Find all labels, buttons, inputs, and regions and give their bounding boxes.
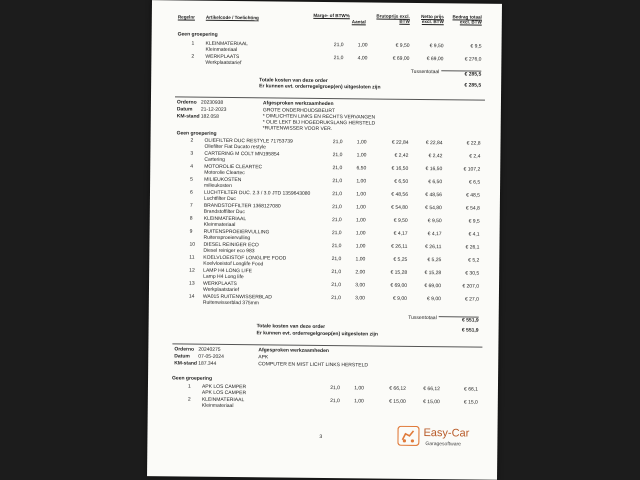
cell-nr: 5 <box>190 176 193 183</box>
cell-gross: € 5,25 <box>393 256 408 263</box>
order-number: 20240275 <box>198 346 221 353</box>
cell-nr: 2 <box>187 396 191 403</box>
cell-code: WERKPLAATS <box>205 53 240 60</box>
cell-nr: 2 <box>191 53 195 60</box>
cell-code: OLIEFILTER DUC RESTYLE 71753739 <box>204 137 293 145</box>
cell-code: MOTOROLIE CLEARTEC <box>204 163 263 171</box>
cell-net: € 5,25 <box>427 257 442 264</box>
cell-amount: € 15,0 <box>463 398 478 406</box>
cell-net: € 22,84 <box>425 140 443 147</box>
cell-nr: 6 <box>189 189 193 196</box>
agreed-work-line: * OLIE LEKT BIJ HOGEDRUKSLANG HERSTELD <box>262 119 376 127</box>
cell-nr: 1 <box>191 40 195 47</box>
cell-gross: € 26,11 <box>391 243 408 250</box>
cell-gross: € 48,56 <box>391 191 409 198</box>
subtotal-value: € 551,9 <box>461 317 479 324</box>
subtotal-label: Tussentotaal <box>410 68 440 76</box>
cell-vat: 21,0 <box>332 152 343 159</box>
cell-amount: € 5,2 <box>468 257 480 264</box>
agreed-work-line: COMPUTER EN MIST LICHT LINKS HERSTELD <box>258 361 369 369</box>
subtotal-value: € 285,5 <box>464 71 482 78</box>
cell-net: € 69,00 <box>424 283 442 290</box>
km-value: 182.058 <box>200 113 219 120</box>
col-header-gross: Brutoprijs excl. BTW <box>376 13 410 25</box>
cell-gross: € 16,50 <box>391 165 409 172</box>
cell-amount: € 66,1 <box>464 386 478 393</box>
col-header-nr: Regelnr <box>177 14 195 20</box>
cell-net: € 2,42 <box>428 153 443 160</box>
cell-code: DIESEL REINIGER ECO <box>203 241 259 249</box>
cell-nr: 1 <box>187 383 191 390</box>
order-date: 21-12-2023 <box>200 106 227 113</box>
cell-vat: 21,0 <box>333 42 344 49</box>
cell-qty: 1,00 <box>354 397 364 404</box>
subtotal-label: Tussentotaal <box>408 314 437 322</box>
cell-code: LAMP H4 LONG LIFE <box>203 267 253 275</box>
cell-desc: Brandstoffilter Duc <box>203 208 245 216</box>
cell-code: MILIEUKOSTEN <box>204 176 242 184</box>
cell-vat: 21,0 <box>332 191 343 198</box>
car-mechanic-icon <box>397 426 419 446</box>
cell-vat: 21,0 <box>331 230 342 237</box>
cell-nr: 10 <box>189 241 196 248</box>
cell-vat: 21,0 <box>331 282 342 289</box>
cell-code: APK LOS CAMPER <box>201 383 247 391</box>
km-label: KM-stand <box>174 360 198 367</box>
cell-desc: Motorolie Cleartec <box>204 169 245 177</box>
cell-amount: € 48,5 <box>466 192 481 199</box>
km-label: KM-stand <box>176 113 200 120</box>
cell-code: RUITENSPROEIERVULLING <box>203 228 270 236</box>
cell-nr: 14 <box>188 293 195 300</box>
cell-qty: 6,50 <box>356 165 367 172</box>
cell-desc: Cartering <box>204 156 225 163</box>
cell-net: € 4,17 <box>427 231 442 238</box>
cell-gross: € 9,50 <box>393 217 408 224</box>
cell-vat: 21,0 <box>333 54 344 61</box>
cell-net: € 9,50 <box>427 218 442 225</box>
col-header-amount: Bedrag totaal excl. BTW <box>452 14 482 25</box>
cell-qty: 1,00 <box>356 204 366 211</box>
total-value: € 285,5 <box>464 82 482 89</box>
order-date: 07-05-2024 <box>198 353 224 360</box>
cell-code: KLEINMATERIAAL <box>205 40 249 48</box>
cell-desc: APK LOS CAMPER <box>201 389 247 397</box>
cell-desc: Werkplaatstarief <box>202 286 240 294</box>
cell-vat: 21,0 <box>332 165 343 172</box>
cell-amount: € 9,5 <box>470 43 482 50</box>
cell-amount: € 30,5 <box>465 270 480 277</box>
cell-nr: 7 <box>189 202 193 209</box>
cell-qty: 3,00 <box>355 282 366 289</box>
cell-desc: Werkplaatstarief <box>205 59 242 66</box>
cell-amount: € 107,2 <box>463 166 481 173</box>
cell-qty: 1,00 <box>357 42 368 49</box>
cell-net: € 9,50 <box>429 43 444 50</box>
total-sub-label: Er kunnen evt. orderregelgroep(en) uitgesloten zijn <box>256 330 378 338</box>
cell-code: KLEINMATERIAAL <box>201 396 245 403</box>
cell-qty: 1,00 <box>355 243 366 250</box>
invoice-page <box>147 0 502 480</box>
cell-qty: 1,00 <box>356 178 367 185</box>
km-value: 187.344 <box>198 360 217 367</box>
cell-gross: € 66,12 <box>389 385 406 392</box>
cell-gross: € 22,84 <box>391 139 409 146</box>
col-header-net: Netto prijs excl. BTW <box>421 13 444 25</box>
group-label: Geen groepering <box>177 31 218 38</box>
cell-gross: € 69,00 <box>392 55 410 62</box>
col-header-vat: Marge- of BTW% <box>313 12 350 19</box>
cell-net: € 26,11 <box>425 244 442 251</box>
cell-gross: € 69,00 <box>390 282 408 289</box>
cell-gross: € 4,17 <box>393 230 408 237</box>
cell-gross: € 15,00 <box>389 398 406 405</box>
cell-net: € 15,28 <box>424 270 442 277</box>
group-label: Geen groepering <box>176 130 217 137</box>
cell-gross: € 15,28 <box>390 269 408 276</box>
cell-amount: € 276,0 <box>464 55 482 63</box>
cell-amount: € 2,4 <box>469 153 481 160</box>
agreed-work-line: * DIMLICHTEN LINKS EN RECHTS VERVANGEN <box>262 113 376 121</box>
cell-desc: Ruitensproeiervulling <box>203 234 251 242</box>
agreed-work-label: Afgesproken werkzaamheden <box>262 100 334 108</box>
agreed-work-line: *RUITENWISSER VOOR VER. <box>262 125 333 133</box>
total-label: Totale kosten van deze order <box>256 323 326 330</box>
col-header-article: Artikelcode / Toelichting <box>205 14 259 21</box>
cell-desc: Kleinmateriaal <box>201 402 234 409</box>
cell-code: LUCHTFILTER DUC. 2.3 / 3.0 JTD 1359643080 <box>203 189 311 197</box>
group-label: Geen groepering <box>172 375 213 382</box>
cell-vat: 21,0 <box>331 217 342 224</box>
cell-gross: € 54,80 <box>391 204 408 211</box>
total-sub-label: Er kunnen evt. orderregelgroep(en) uitgesloten zijn <box>259 83 381 91</box>
cell-desc: Koelvloeistof Longlife Food <box>203 260 264 268</box>
cell-desc: Kleinmateriaal <box>205 46 238 54</box>
cell-net: € 48,56 <box>425 192 443 199</box>
cell-qty: 4,00 <box>357 54 368 61</box>
order-label: Orderno <box>176 99 197 106</box>
cell-vat: 21,0 <box>330 397 340 404</box>
cell-vat: 21,0 <box>331 243 342 250</box>
cell-nr: 9 <box>189 228 193 235</box>
cell-vat: 21,0 <box>331 256 342 263</box>
cell-vat: 21,0 <box>331 269 342 276</box>
logo-name: Easy-Car <box>423 427 470 440</box>
cell-amount: € 54,8 <box>465 205 480 212</box>
cell-qty: 2,00 <box>355 269 366 276</box>
cell-vat: 21,0 <box>332 178 343 185</box>
cell-desc: milieukosten <box>204 182 232 190</box>
cell-nr: 13 <box>189 280 195 287</box>
cell-nr: 4 <box>190 163 194 170</box>
cell-code: WA015 RUITENWISSERBLAD <box>202 293 272 301</box>
cell-amount: € 4,1 <box>468 231 480 238</box>
cell-desc: Luchtfilter Duc <box>203 195 236 203</box>
cell-net: € 9,00 <box>426 296 441 303</box>
cell-vat: 21,0 <box>332 139 343 146</box>
cell-qty: 1,00 <box>354 385 364 392</box>
cell-qty: 1,00 <box>356 139 367 146</box>
cell-qty: 1,00 <box>355 256 366 263</box>
cell-net: € 16,50 <box>425 166 443 173</box>
cell-nr: 2 <box>190 137 194 144</box>
cell-code: KLEINMATERIAAL <box>203 215 247 223</box>
cell-nr: 8 <box>189 215 193 222</box>
cell-nr: 3 <box>190 150 194 157</box>
cell-nr: 11 <box>189 254 195 261</box>
agreed-work-line: GROTE ONDERHOUDSBEURT <box>262 107 336 115</box>
cell-amount: € 6,5 <box>468 179 481 186</box>
col-header-qty: Aantal <box>351 19 366 25</box>
cell-vat: 21,0 <box>330 385 340 392</box>
cell-gross: € 2,42 <box>394 152 409 159</box>
cell-nr: 12 <box>189 267 195 274</box>
order-number: 20230938 <box>200 99 224 106</box>
agreed-work-line: APK <box>258 354 269 361</box>
easy-car-logo <box>397 426 470 451</box>
cell-amount: € 9,5 <box>468 218 480 225</box>
cell-vat: 21,0 <box>332 204 342 211</box>
page-number: 3 <box>319 433 323 440</box>
cell-amount: € 27,0 <box>464 296 479 303</box>
cell-gross: € 9,00 <box>392 295 407 302</box>
order-label: Orderno <box>174 346 195 353</box>
cell-desc: Diesel reiniger eco 983 <box>203 247 255 255</box>
cell-net: € 69,00 <box>426 55 444 62</box>
cell-qty: 1,00 <box>355 230 366 237</box>
total-value: € 551,9 <box>461 327 479 334</box>
cell-gross: € 6,50 <box>394 178 409 185</box>
cell-code: BRANDSTOFFILTER 1368127080 <box>203 202 281 210</box>
cell-desc: Lamp H4 Long life <box>203 273 244 281</box>
cell-desc: Oliefilter Fiat Ducato restyle <box>204 143 266 151</box>
cell-qty: 3,00 <box>355 295 365 302</box>
cell-qty: 1,00 <box>356 152 367 159</box>
cell-vat: 21,0 <box>331 295 341 302</box>
logo-tagline: Garagesoftware <box>425 441 461 448</box>
total-label: Totale kosten van deze order <box>259 77 328 85</box>
cell-gross: € 9,50 <box>395 42 410 49</box>
cell-amount: € 26,1 <box>465 244 480 251</box>
cell-qty: 1,00 <box>356 191 367 198</box>
date-label: Datum <box>176 106 193 113</box>
cell-code: KOELVLOEISTOF LONGLIFE FOOD <box>203 254 287 262</box>
cell-desc: Ruitenwisserblad 375mm <box>202 299 260 307</box>
cell-net: € 66,12 <box>423 386 440 393</box>
cell-code: WERKPLAATS <box>203 280 237 288</box>
cell-net: € 6,50 <box>428 179 443 186</box>
cell-desc: Kleinmateriaal <box>203 221 236 229</box>
agreed-work-label: Afgesproken werkzaamheden <box>258 347 329 355</box>
cell-code: CARTERING M COLT MN195854 <box>204 150 280 158</box>
cell-amount: € 22,8 <box>466 140 481 147</box>
cell-net: € 15,00 <box>423 398 440 405</box>
cell-amount: € 207,0 <box>462 283 480 290</box>
date-label: Datum <box>174 353 190 360</box>
cell-net: € 54,80 <box>425 205 442 212</box>
cell-qty: 1,00 <box>355 217 366 224</box>
